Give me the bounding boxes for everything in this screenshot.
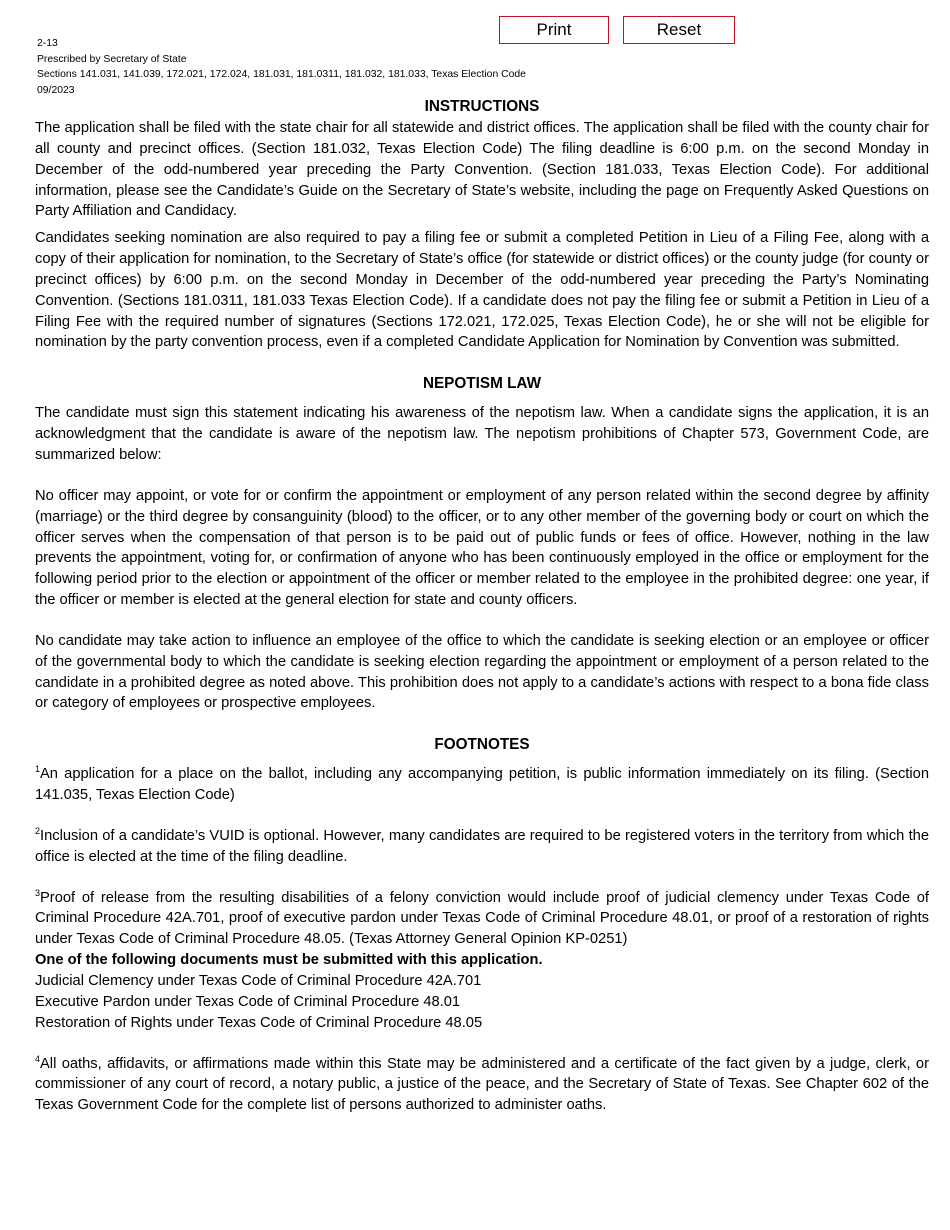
footnote-4-mark: 4 [35,1053,41,1064]
statute-sections: Sections 141.031, 141.039, 172.021, 172.024, 181.031, 181.0311, 181.032, 181.033, Texas Election Code [37,69,526,81]
footnote-4-text: All oaths, affidavits, or affirmations made within this State may be administered and a certificate of the fact given by a judge, clerk, or commissioner of any court of record, a notary public, a justice of the peace, and the Secretary of State of Texas. See Chapter 602 of the Texas Government Code for the complete list of persons authorized to administer oaths. [35,1055,929,1114]
form-number: 2-13 [37,38,58,49]
document-option-executive-pardon: Executive Pardon under Texas Code of Criminal Procedure 48.01 [35,993,461,1010]
nepotism-heading: NEPOTISM LAW [422,375,542,393]
footnote-2 [35,826,929,868]
document-option-restoration-of-rights: Restoration of Rights under Texas Code of Criminal Procedure 48.05 [35,1014,483,1031]
prescribed-by: Prescribed by Secretary of State [37,53,187,65]
footnote-3-required-note: One of the following documents must be submitted with this application. [35,952,543,969]
footnote-4 [35,1054,929,1117]
print-button[interactable]: Print [499,16,609,44]
instructions-paragraph-1: The application shall be filed with the state chair for all statewide and district offices. The application shall be filed with the county chair for all county and precinct offices. (Section 181.032, Texas Election Code) The filing deadline is 6:00 p.m. on the second Monday in December of the odd-numbered year preceding the Party Convention. (Section 181.033, Texas Election Code). For additional information, please see the Candidate’s Guide on the Secretary of State’s website, including the page on Frequently Asked Questions on Party Affiliation and Candidacy. [35,120,929,220]
form-date: 09/2023 [37,85,75,97]
footnote-1 [35,764,929,806]
footnote-1-text: An application for a place on the ballot, including any accompanying petition, is public information immediately on its filing. (Section 141.035, Texas Election Code) [35,766,929,804]
footnotes-heading: FOOTNOTES [434,736,530,754]
footnote-3-text: Proof of release from the resulting disabilities of a felony conviction would include proof of judicial clemency under Texas Code of Criminal Procedure 42A.701, proof of executive pardon under Texas Code of Criminal Procedure 48.01, or proof of a restoration of rights under Texas Code of Criminal Procedure 48.05. (Texas Attorney General Opinion KP-0251) [35,889,929,948]
document-body [35,96,929,1116]
nepotism-paragraph-3: No candidate may take action to influence an employee of the office to which the candidate is seeking election or an employee or officer of the governmental body to which the candidate is seeking election regarding the appointment or employment of a person related to the candidate in a prohibited degree as noted above. This prohibition does not apply to a candidate’s actions with respect to a bona fide class or category of employees or prospective employees. [35,632,929,712]
footnote-3-mark: 3 [35,887,41,898]
instructions-heading: INSTRUCTIONS [424,98,540,115]
footnote-2-text: Inclusion of a candidate’s VUID is optional. However, many candidates are required to be registered voters in the territory from which the office is elected at the time of the filing deadline. [35,827,929,865]
document-option-judicial-clemency: Judicial Clemency under Texas Code of Criminal Procedure 42A.701 [35,973,482,989]
nepotism-paragraph-1: The candidate must sign this statement indicating his awareness of the nepotism law. When a candidate signs the application, it is an acknowledgment that the candidate is aware of the nepotism law. The nepotism prohibitions of Chapter 573, Government Code, are summarized below: [35,405,929,463]
instructions-paragraph-2: Candidates seeking nomination are also required to pay a filing fee or submit a completed Petition in Lieu of a Filing Fee, along with a copy of their application for nomination, to the Secretary of State’s office (for statewide or district offices) or the county judge (for county or precinct offices) by 6:00 p.m. on the second Monday in December of the odd-numbered year preceding the Party’s Nominating Convention. (Sections 181.0311, 181.033 Texas Election Code). If a candidate does not pay the filing fee or submit a Petition in Lieu of a Filing Fee with the required number of signatures (Sections 172.021, 172.025, Texas Election Code), he or she will not be eligible for nomination by the party convention process, even if a completed Candidate Application for Nomination by Convention was submitted. [35,230,929,351]
nepotism-paragraph-2: No officer may appoint, or vote for or confirm the appointment or employment of any person related within the second degree by affinity (marriage) or the third degree by consanguinity (blood) to the officer, or to any other member of the governing body or court on which the officer serves when the compensation of that person is to be paid out of public funds or fees of office. However, nothing in the law prevents the appointment, voting for, or confirmation of anyone who has been continuously employed in the office or employment for the following period prior to the election or appointment of the officer or member related to the employee in the prohibited degree: one year, if the officer or member is elected at the general election for state and county officers. [35,487,929,609]
footnote-1-mark: 1 [35,764,41,775]
footnote-3 [35,888,929,951]
footnote-2-mark: 2 [35,826,41,837]
form-header [37,36,526,99]
reset-button[interactable]: Reset [623,16,735,44]
